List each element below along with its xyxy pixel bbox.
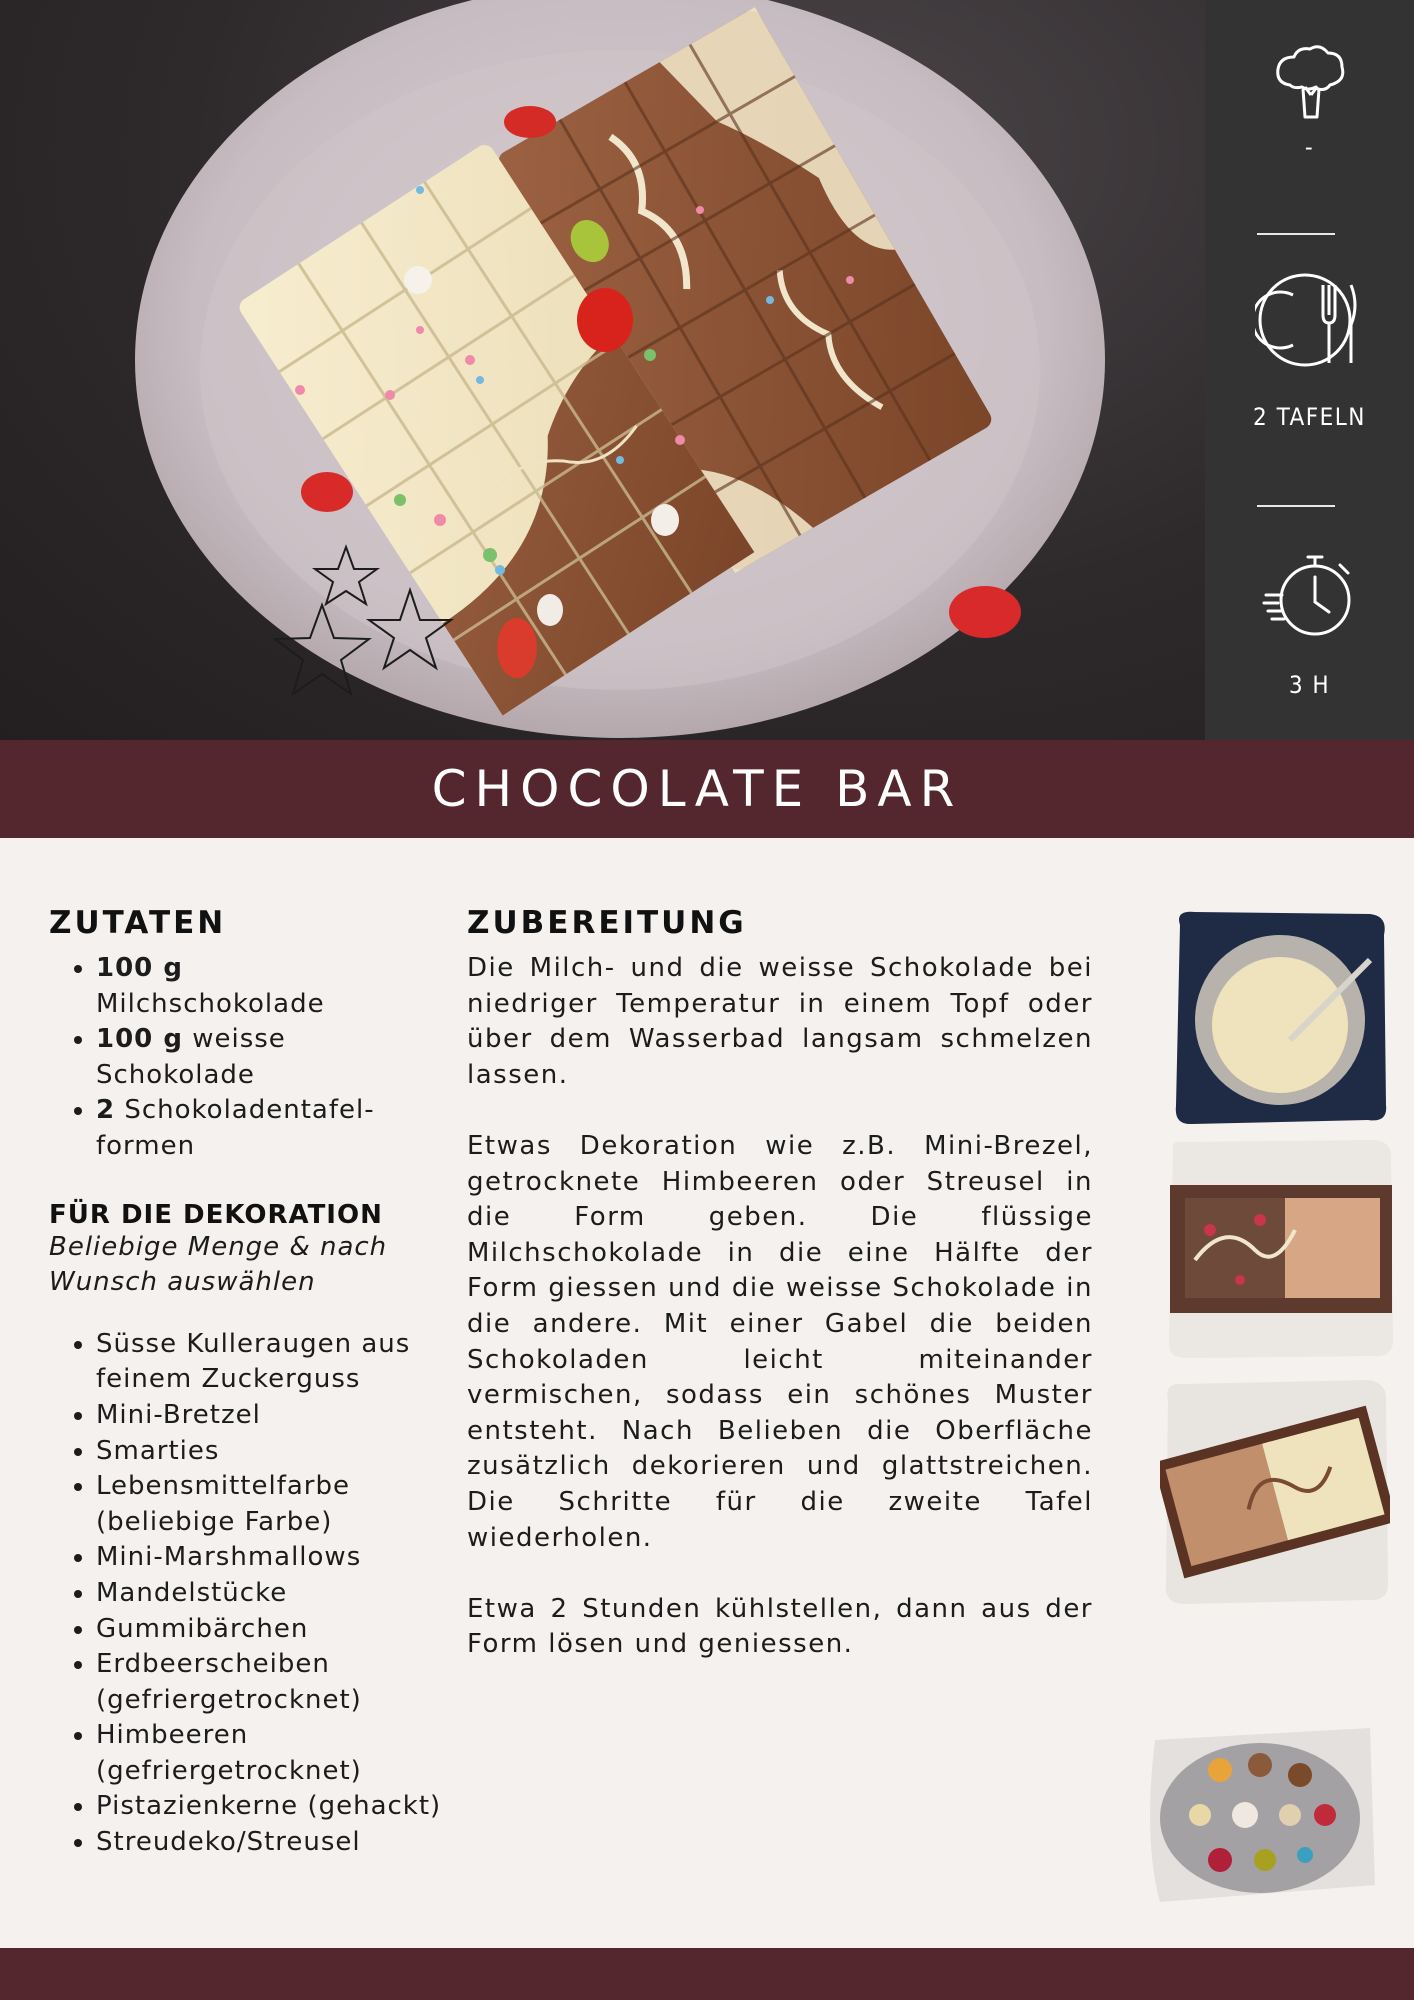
melting-chocolate-photo [1170,910,1390,1125]
sidebar-divider [1257,505,1335,507]
time-info [1205,545,1414,699]
decoration-item: • Gummibärchen [96,1612,449,1648]
ingredient-item [96,1022,449,1093]
decoration-ingredients-photo [1135,1720,1385,1910]
hero-photo [0,0,1205,740]
ingredient-item [96,951,449,1022]
decoration-item: • Lebensmittelfarbe (beliebige Farbe) [96,1469,449,1540]
preparation-step: Die Milch- und die weisse Schokolade bei niedriger Temperatur in einem Topf oder über dem Wasserbad langsam schmelzen lassen. [467,953,1093,1090]
decoration-item: • Mini-Marshmallows [96,1540,449,1576]
broccoli-icon [1270,45,1350,125]
plate-cutlery-icon [1255,265,1365,375]
decoration-item: • Smarties [96,1434,449,1470]
ingredients-heading: ZUTATEN [49,905,227,941]
decoration-item: • Erdbeerscheiben (gefriergetrocknet) [96,1647,449,1718]
servings-info [1205,265,1414,431]
chocolate-mold-photo [1165,1140,1395,1360]
recipe-title: CHOCOLATE BAR [431,760,963,818]
decoration-item: • Mini-Bretzel [96,1398,449,1434]
decoration-item: • Mandelstücke [96,1576,449,1612]
decoration-heading: FÜR DIE DEKORATION [49,1199,383,1230]
title-banner [0,740,1414,838]
chocolate-bars-illustration [0,0,1205,740]
preparation-section [467,905,1093,1663]
preparation-step: Etwas Dekoration wie z.B. Mini-Brezel, getrocknete Himbeeren oder Streusel in die Form geben. Die flüssige Milchschokolade in die eine Hälfte der Form giessen und die weisse Schokolade in die andere. Mit einer Gabel die beiden Schokoladen leicht miteinander vermischen, sodass ein schönes Muster entsteht. Nach Belieben die Oberfläche zusätzlich dekorieren und glattstreichen. Die Schritte für die zweite Tafel wiederholen. [467,1130,1093,1553]
stopwatch-icon [1260,545,1360,645]
servings-value: 2 TAFELN [1253,403,1366,431]
footer-bar [0,1948,1414,2000]
decoration-list [49,1327,449,1861]
decoration-note: Beliebige Menge & nach Wunsch auswählen [49,1231,388,1298]
decoration-item: • Pistazienkerne (gehackt) [96,1789,449,1825]
ingredient-name: Milchschokolade [96,988,325,1019]
diet-info [1205,45,1414,161]
sidebar-divider [1257,233,1335,235]
ingredient-list [49,951,449,1165]
preparation-heading: ZUBEREITUNG [467,905,747,941]
decoration-item: • Himbeeren (gefriergetrocknet) [96,1718,449,1789]
ingredient-amount: 2 [96,1095,116,1126]
ingredient-item [96,1093,449,1164]
ingredient-amount: 100 g [96,1024,183,1055]
time-value: 3 H [1288,671,1331,699]
diet-value: - [1304,133,1315,161]
decoration-item: • Streudeko/Streusel [96,1825,449,1861]
ingredients-section [49,905,449,1861]
ingredient-name: Schokoladentafel-formen [96,1095,375,1161]
ingredient-amount: 100 g [96,953,183,983]
decoration-item: • Süsse Kulleraugen aus feinem Zuckerguss [96,1327,449,1398]
preparation-step: Etwa 2 Stunden kühlstellen, dann aus der Form lösen und geniessen. [467,1593,1093,1660]
swirled-chocolate-photo [1160,1380,1390,1605]
ingredient-name: weisse Schokolade [96,1024,286,1090]
recipe-info-sidebar [1205,0,1414,740]
